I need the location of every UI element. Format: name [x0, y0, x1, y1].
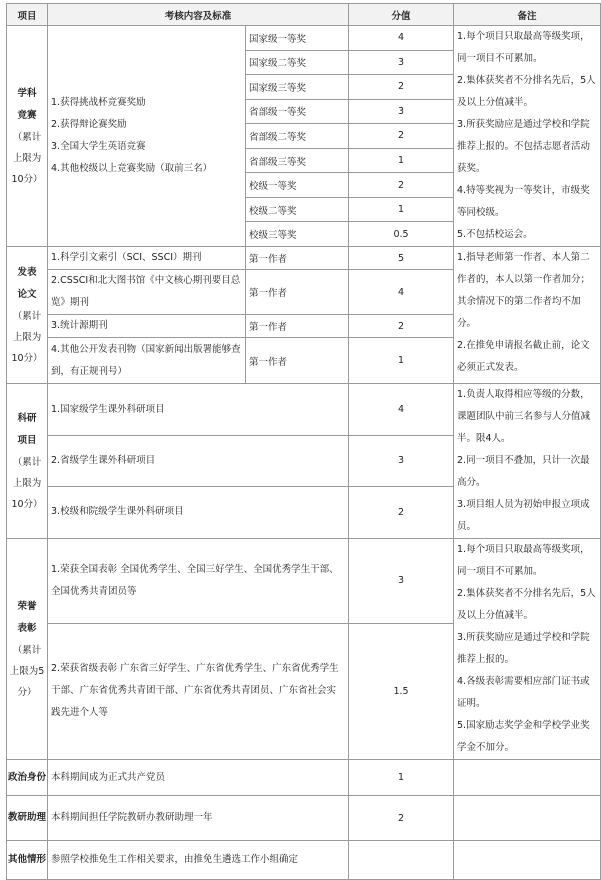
award-level: 国家级三等奖	[246, 75, 349, 100]
remark-line: 4.特等奖视为一等奖计，市级奖等同校级。	[457, 185, 590, 218]
table-row	[7, 760, 601, 796]
header-criteria: 考核内容及标准	[48, 4, 349, 26]
award-level: 省部级一等奖	[246, 99, 349, 124]
score-value: 1	[349, 197, 454, 222]
author-role: 第一作者	[246, 247, 349, 270]
research-remarks	[454, 384, 601, 539]
table-row	[7, 539, 601, 624]
table-row	[7, 26, 601, 51]
recommendation-scoring-table	[6, 3, 601, 880]
category-cap-line: 10分）	[11, 498, 43, 510]
score-value: 2	[349, 486, 454, 538]
content-line: 2.获得辩论赛奖励	[51, 119, 127, 130]
remark-line: 3.所获奖励应是通过学校和学院推荐上报的。	[457, 632, 590, 665]
score-value: 3	[349, 99, 454, 124]
award-level: 校级三等奖	[246, 222, 349, 247]
category-competition	[7, 26, 48, 247]
author-role: 第一作者	[246, 338, 349, 384]
teaching-assistant-remarks	[454, 796, 601, 841]
category-cap-line: （累计	[12, 644, 42, 656]
award-level: 国家级二等奖	[246, 50, 349, 75]
category-cap-line: （累计	[12, 131, 42, 143]
competition-remarks	[454, 26, 601, 247]
other-remarks	[454, 841, 601, 880]
remark-line: 1.负责人取得相应等级的分数，课题团队中前三名参与人分值减半。限4人。	[457, 389, 591, 444]
category-title-line: 项目	[17, 434, 37, 446]
category-papers	[7, 247, 48, 384]
score-value: 5	[349, 247, 454, 270]
category-title-line: 学科	[17, 87, 37, 99]
table-header-row	[7, 4, 601, 26]
category-research	[7, 384, 48, 539]
category-cap-line: 10分）	[11, 352, 43, 364]
score-value: 1	[349, 148, 454, 173]
research-criterion: 2.省级学生课外科研项目	[48, 436, 349, 486]
papers-remarks	[454, 247, 601, 384]
remark-line: 2.集体获奖者不分排名先后，5人及以上分值减半。	[457, 75, 596, 108]
political-remarks	[454, 760, 601, 796]
competition-content	[48, 26, 246, 247]
score-value: 2	[349, 796, 454, 841]
award-level: 省部级二等奖	[246, 124, 349, 149]
category-political: 政治身份	[7, 760, 48, 796]
author-role: 第一作者	[246, 315, 349, 338]
category-teaching-assistant: 教研助理	[7, 796, 48, 841]
remark-line: 2.同一项目不叠加，只计一次最高分。	[457, 455, 590, 488]
header-item: 项目	[7, 4, 48, 26]
score-value: 4	[349, 26, 454, 51]
category-cap-line: 上限为	[12, 331, 42, 343]
remark-line: 5.不包括校运会。	[457, 229, 533, 240]
category-title-line: 竞赛	[17, 109, 37, 121]
table-row	[7, 247, 601, 270]
score-value: 3	[349, 436, 454, 486]
research-criterion: 3.校级和院级学生课外科研项目	[48, 486, 349, 538]
remark-line: 2.集体获奖者不分排名先后，5人及以上分值减半。	[457, 588, 596, 621]
paper-criterion: 2.CSSCI和北大图书馆《中文核心期刊要目总览》期刊	[48, 270, 246, 315]
score-value: 2	[349, 173, 454, 198]
content-line: 1.获得挑战杯竞赛奖励	[51, 97, 146, 108]
category-cap-line: 上限为	[12, 152, 42, 164]
award-level: 校级一等奖	[246, 173, 349, 198]
table-row	[7, 796, 601, 841]
category-cap-line: 分）	[17, 686, 37, 698]
score-value: 3	[349, 539, 454, 624]
category-title-line: 发表	[17, 266, 37, 278]
category-other: 其他情形	[7, 841, 48, 880]
category-cap-line: （累计	[12, 310, 42, 322]
header-score: 分值	[349, 4, 454, 26]
honors-remarks	[454, 539, 601, 760]
category-title-line: 荣誉	[17, 600, 37, 612]
category-cap-line: （累计	[12, 456, 42, 468]
category-cap-line: 上限为5	[9, 665, 45, 677]
category-cap-line: 10分）	[11, 173, 43, 185]
header-remark: 备注	[454, 4, 601, 26]
score-value: 2	[349, 75, 454, 100]
paper-criterion: 4.其他公开发表刊物（国家新闻出版署能够查到，有正规刊号）	[48, 338, 246, 384]
remark-line: 1.每个项目只取最高等级奖项，同一项目不可累加。	[457, 31, 590, 64]
score-value: 1	[349, 338, 454, 384]
teaching-assistant-criterion: 本科期间担任学院教研办教研助理一年	[48, 796, 349, 841]
content-line: 3.全国大学生英语竞赛	[51, 141, 146, 152]
category-title-line: 科研	[17, 412, 37, 424]
score-value	[349, 841, 454, 880]
remark-line: 3.所获奖励应是通过学校和学院推荐上报的。不包括志愿者活动获奖。	[457, 119, 591, 174]
score-value: 0.5	[349, 222, 454, 247]
table-row	[7, 384, 601, 436]
score-value: 1.5	[349, 623, 454, 759]
score-value: 1	[349, 760, 454, 796]
remark-line: 4.各级表彰需要相应部门证书或证明。	[457, 676, 590, 709]
paper-criterion: 1.科学引文索引（SCI、SSCI）期刊	[48, 247, 246, 270]
honor-criterion: 2.荣获省级表彰 广东省三好学生、广东省优秀学生、广东省优秀学生干部、广东省优秀共青团干部、广东省优秀共青团员、广东省社会实践先进个人等	[48, 623, 349, 759]
remark-line: 5.国家励志奖学金和学校学业奖学金不加分。	[457, 720, 590, 753]
award-level: 国家级一等奖	[246, 26, 349, 51]
category-title-line: 表彰	[17, 622, 37, 634]
award-level: 省部级三等奖	[246, 148, 349, 173]
score-value: 3	[349, 50, 454, 75]
score-value: 2	[349, 315, 454, 338]
remark-line: 1.每个项目只取最高等级奖项，同一项目不可累加。	[457, 544, 590, 577]
category-title-line: 论文	[17, 288, 37, 300]
paper-criterion: 3.统计源期刊	[48, 315, 246, 338]
score-value: 2	[349, 124, 454, 149]
table-row	[7, 841, 601, 880]
political-criterion: 本科期间成为正式共产党员	[48, 760, 349, 796]
content-line: 4.其他校级以上竞赛奖励（取前三名）	[51, 163, 213, 174]
author-role: 第一作者	[246, 270, 349, 315]
honor-criterion: 1.荣获全国表彰 全国优秀学生、全国三好学生、全国优秀学生干部、全国优秀共青团员等	[48, 539, 349, 624]
remark-line: 2.在推免申请报名截止前，论文必须正式发表。	[457, 340, 590, 373]
research-criterion: 1.国家级学生课外科研项目	[48, 384, 349, 436]
other-criterion: 参照学校推免生工作相关要求，由推免生遴选工作小组确定	[48, 841, 349, 880]
category-honors	[7, 539, 48, 760]
remark-line: 3.项目组人员为初始申报立项成员。	[457, 499, 590, 532]
score-value: 4	[349, 384, 454, 436]
score-value: 4	[349, 270, 454, 315]
remark-line: 1.指导老师第一作者、本人第二作者的，本人以第一作者加分；其余情况下的第二作者均不加分。	[457, 252, 591, 329]
category-cap-line: 上限为	[12, 477, 42, 489]
award-level: 校级二等奖	[246, 197, 349, 222]
